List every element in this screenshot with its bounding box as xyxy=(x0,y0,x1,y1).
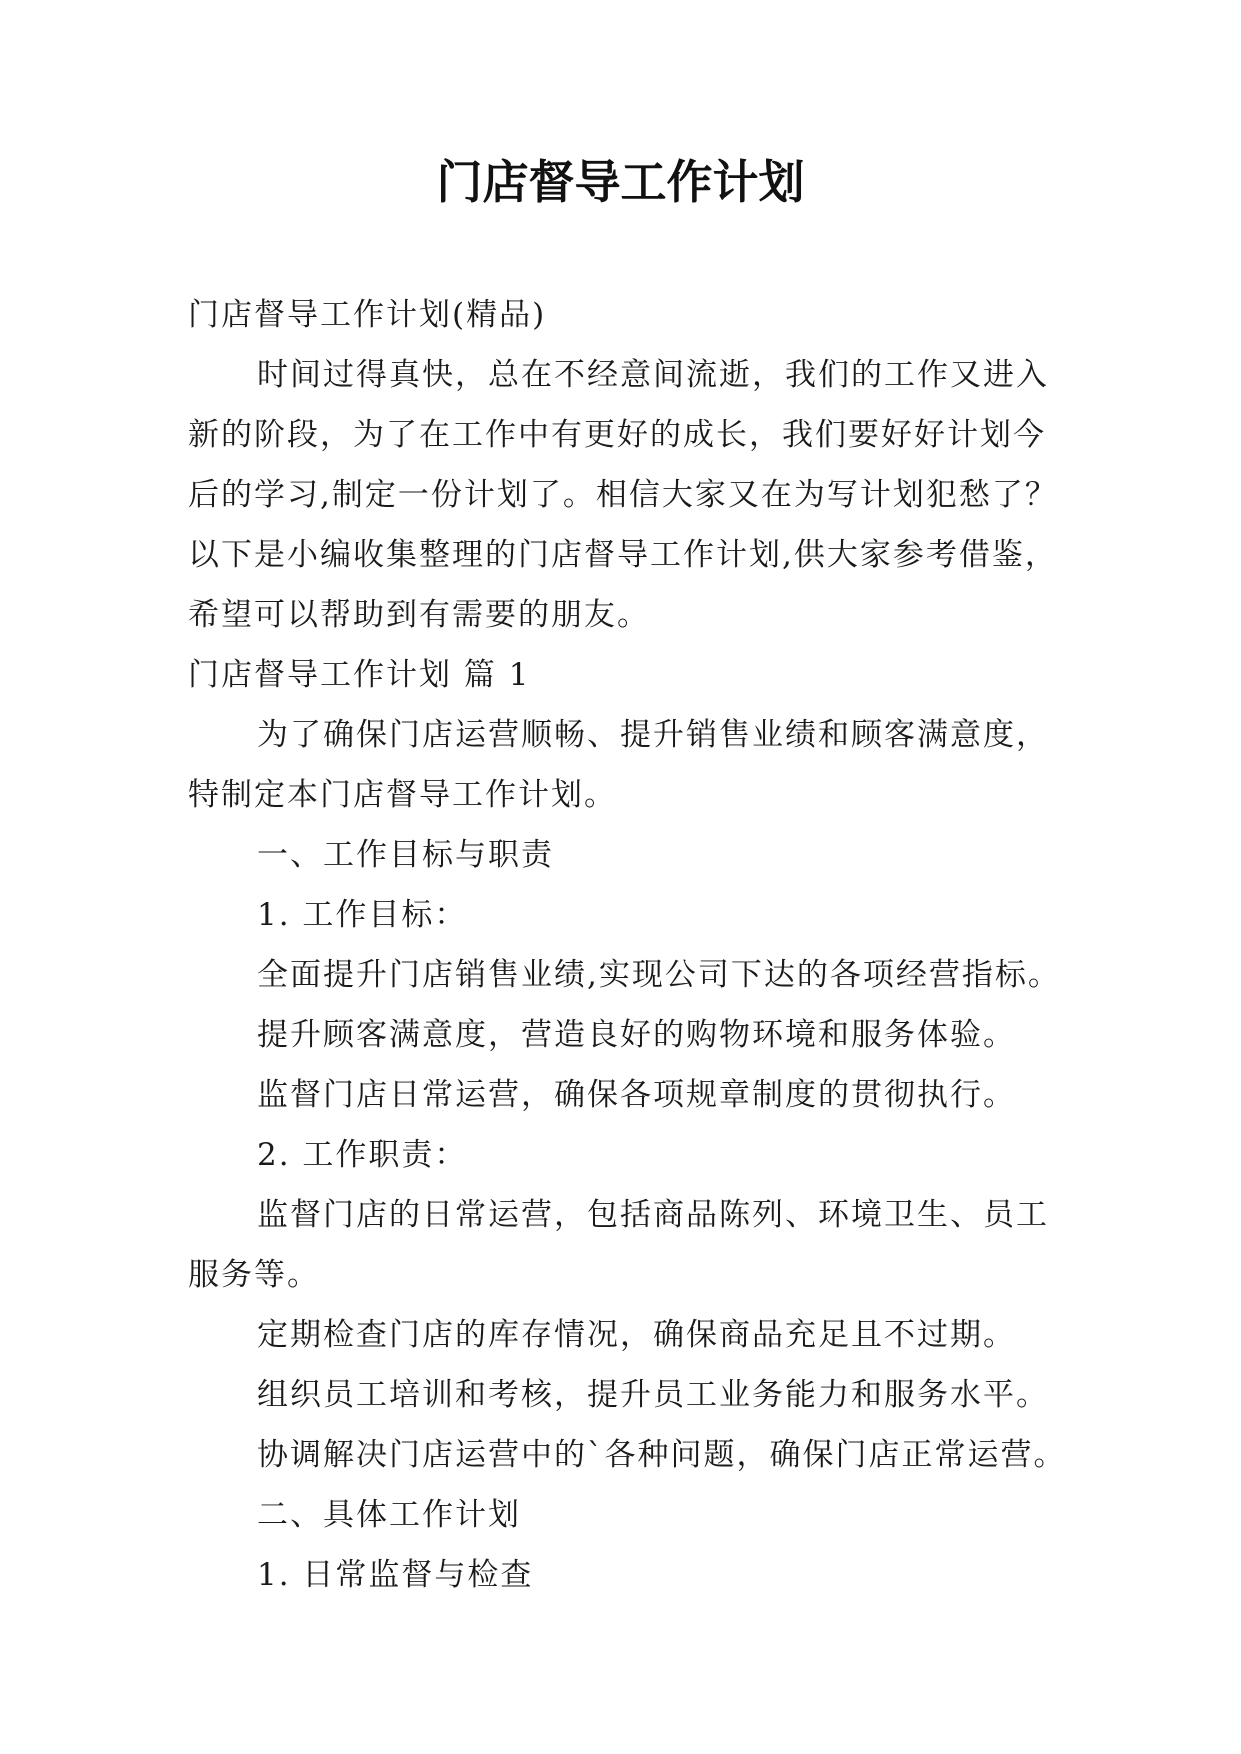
section-heading: 二、具体工作计划 xyxy=(257,1497,521,1533)
paragraph-line: 特制定本门店督导工作计划。 xyxy=(188,777,617,813)
list-item-continuation: 服务等。 xyxy=(188,1257,320,1293)
list-item: 协调解决门店运营中的`各种问题，确保门店正常运营。 xyxy=(257,1437,1067,1473)
document-subtitle: 门店督导工作计划(精品) xyxy=(188,297,547,333)
subsection-heading: 1. 工作目标： xyxy=(257,897,468,933)
paragraph-line: 以下是小编收集整理的门店督导工作计划,供大家参考借鉴， xyxy=(188,537,1058,573)
list-item: 全面提升门店销售业绩,实现公司下达的各项经营指标。 xyxy=(257,957,1061,993)
list-item: 提升顾客满意度，营造良好的购物环境和服务体验。 xyxy=(257,1017,1016,1053)
paragraph-line: 后的学习,制定一份计划了。相信大家又在为写计划犯愁了？ xyxy=(188,477,1058,513)
paragraph-line: 时间过得真快，总在不经意间流逝，我们的工作又进入 xyxy=(257,357,1049,393)
section-heading: 门店督导工作计划 篇 1 xyxy=(188,657,531,693)
paragraph-line: 希望可以帮助到有需要的朋友。 xyxy=(188,597,650,633)
document-title: 门店督导工作计划 xyxy=(436,155,805,209)
paragraph-line: 为了确保门店运营顺畅、提升销售业绩和顾客满意度， xyxy=(257,717,1049,753)
subsection-heading: 1. 日常监督与检查 xyxy=(257,1557,534,1593)
section-heading: 一、工作目标与职责 xyxy=(257,837,554,873)
list-item: 组织员工培训和考核，提升员工业务能力和服务水平。 xyxy=(257,1377,1049,1413)
list-item: 定期检查门店的库存情况，确保商品充足且不过期。 xyxy=(257,1317,1016,1353)
list-item: 监督门店日常运营，确保各项规章制度的贯彻执行。 xyxy=(257,1077,1016,1113)
paragraph-line: 新的阶段，为了在工作中有更好的成长，我们要好好计划今 xyxy=(188,417,1046,453)
subsection-heading: 2. 工作职责： xyxy=(257,1137,468,1173)
list-item: 监督门店的日常运营，包括商品陈列、环境卫生、员工 xyxy=(257,1197,1049,1233)
